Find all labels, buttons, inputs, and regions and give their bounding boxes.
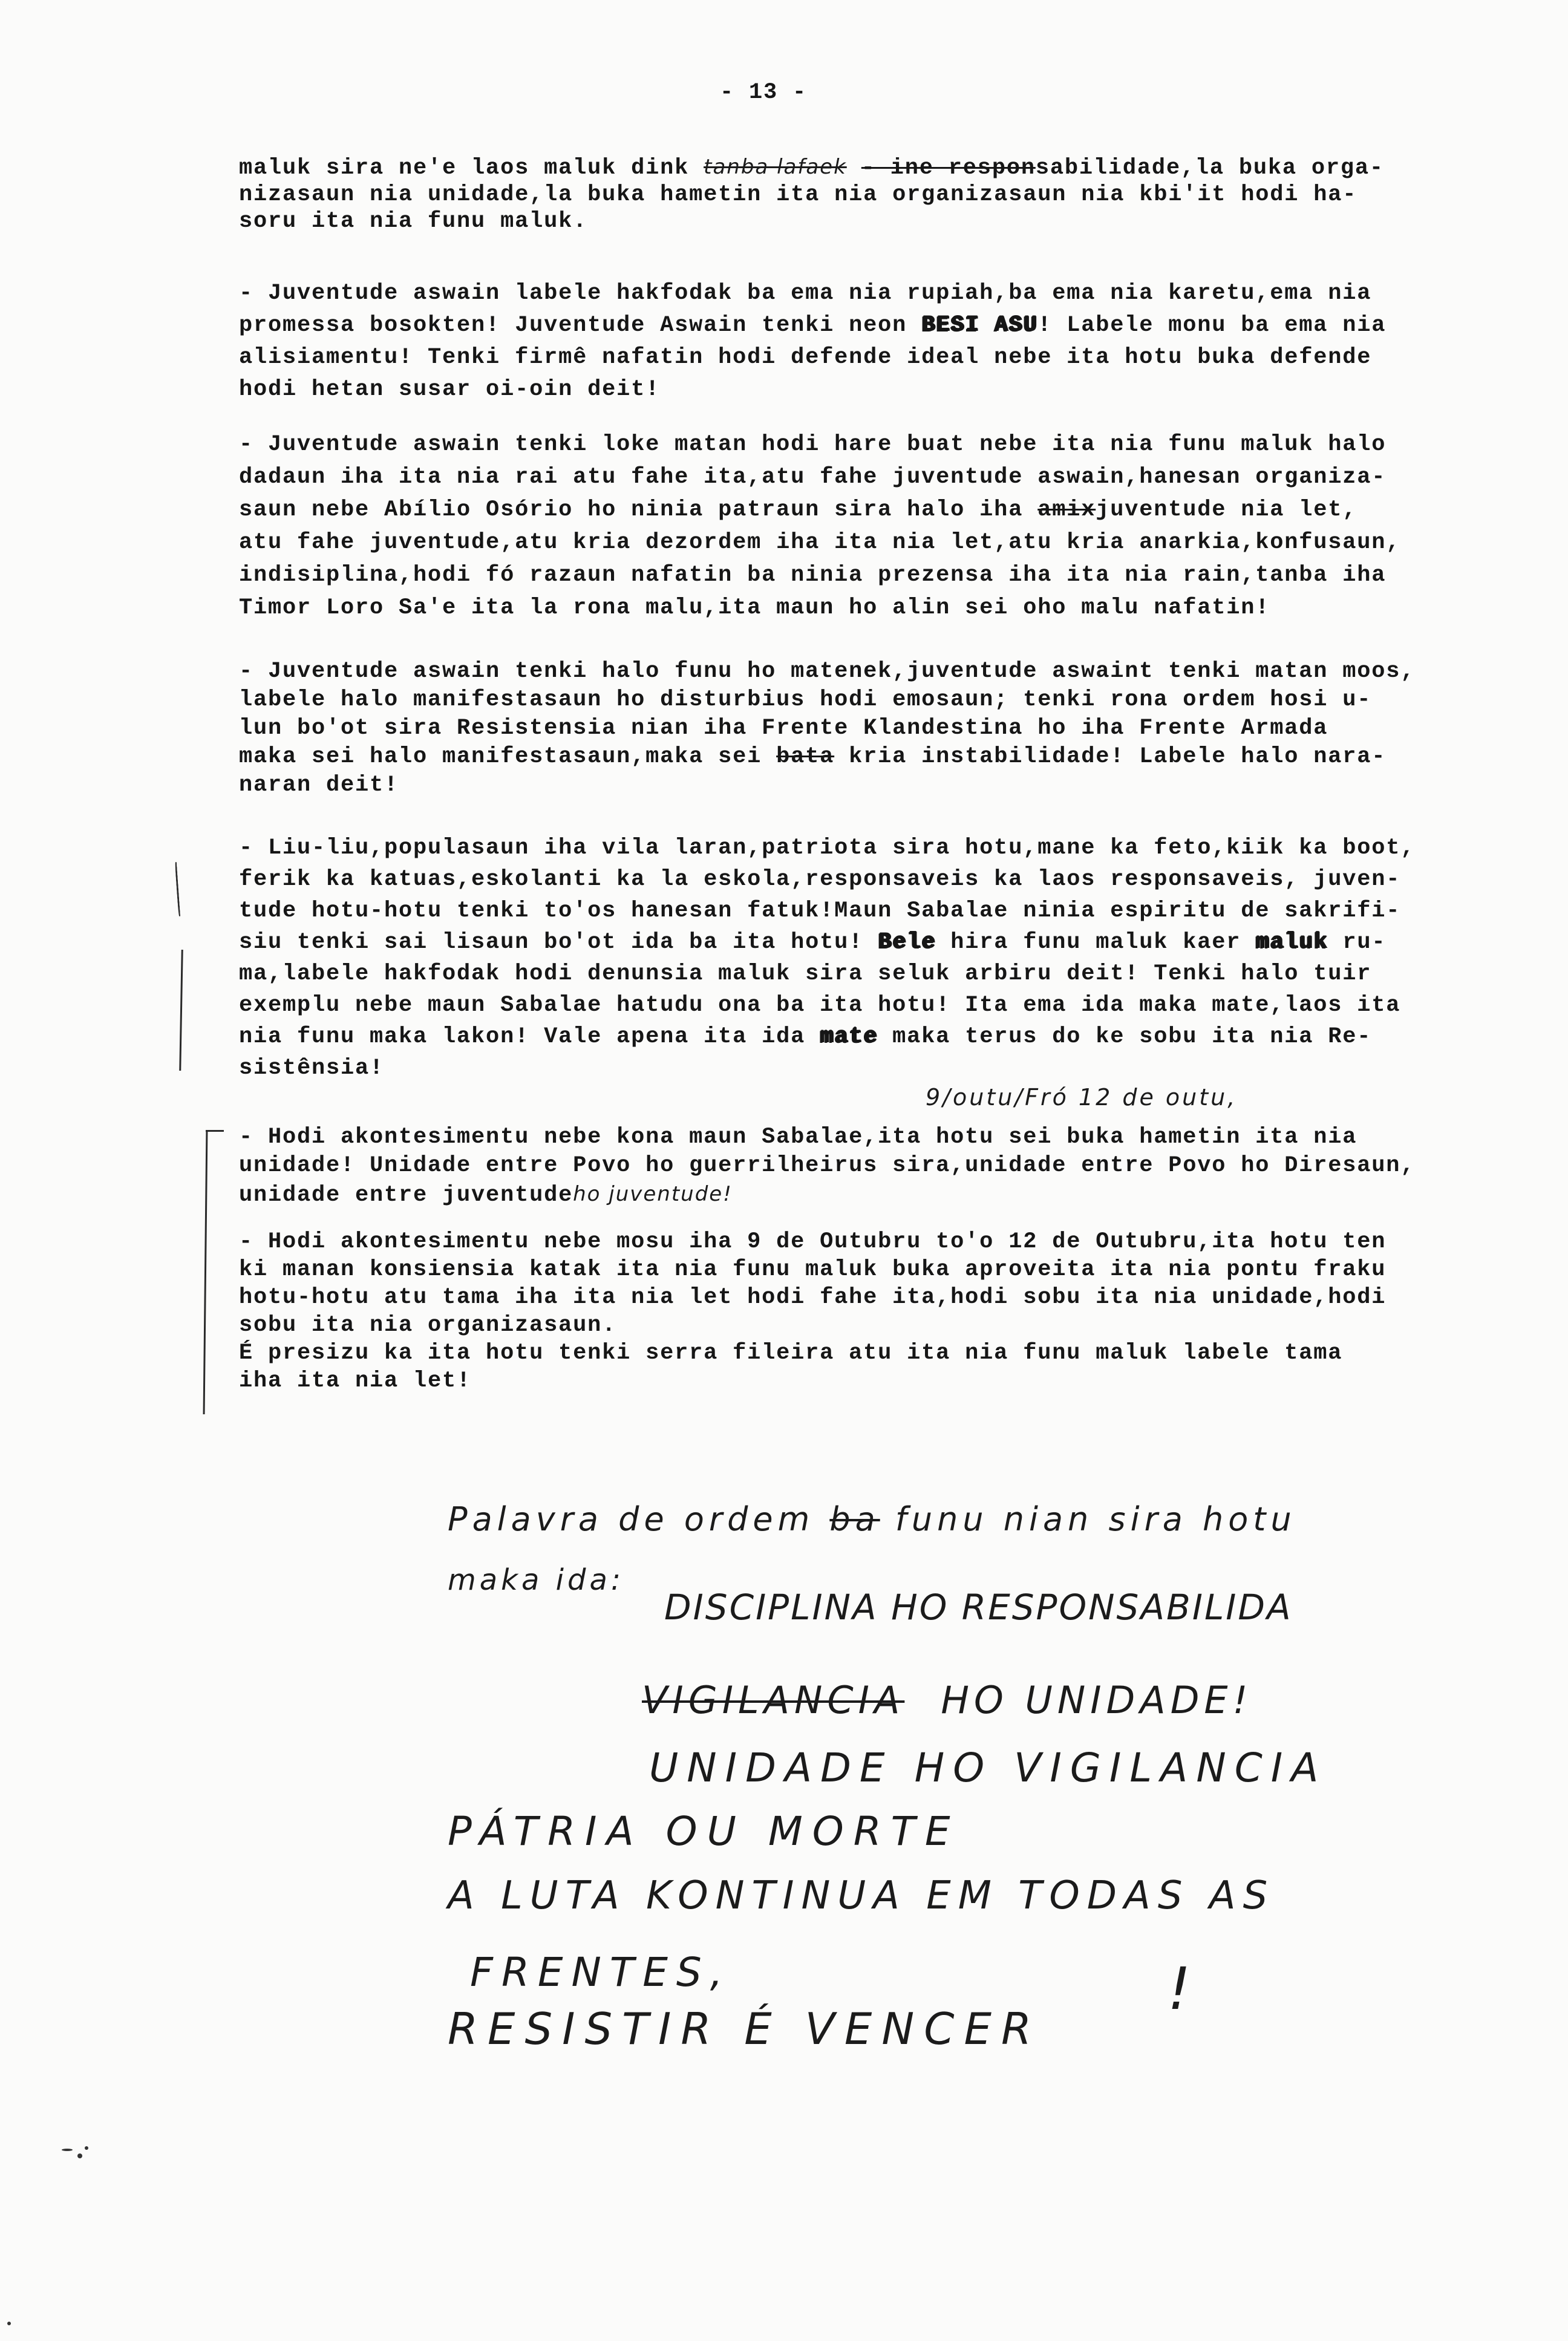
margin-bracket-tick [206,1130,224,1132]
text-line [239,927,1415,958]
slogan-struck-word: VIGILANCIA [642,1678,905,1722]
strike-text: - ine respon [861,155,1036,181]
text-line [239,864,1415,895]
text-line [239,771,1415,800]
paragraph [239,1123,1415,1210]
text-line [239,1256,1386,1284]
scan-speck [77,2153,82,2158]
text-line [239,1180,1415,1210]
text-line [239,1021,1415,1053]
text-line [239,310,1386,342]
slogan-line [642,1678,1253,1722]
slogan-line: RESISTIR É VENCER [448,2003,1042,2054]
typed-text: ! Labele monu ba ema nia [1037,313,1387,338]
typed-text: É presizu ka ita hotu tenki serra fileira atu ita nia funu maluk labele tama [239,1340,1343,1366]
typed-text: Timor Loro Sa'e ita la rona malu,ita maun ho alin sei oho malu nafatin! [239,595,1270,621]
paragraph [239,832,1415,1084]
typed-text: siu tenki sai lisaun bo'ot ida ba ita hotu! [239,930,878,955]
typed-text: unidade! Unidade entre Povo ho guerrilheirus sira,unidade entre Povo ho Diresaun, [239,1153,1416,1178]
paragraph [239,428,1400,624]
text-line [239,181,1384,208]
slogan-exclamation: ! [1168,1955,1191,2023]
typed-text: labele halo manifestasaun ho disturbius hodi emosaun; tenki rona ordem hosi u- [239,687,1372,713]
typed-text: maka sei halo manifestasaun,maka sei [239,744,777,769]
typed-text: exemplu nebe maun Sabalae hatudu ona ba ita hotu! Ita ema ida maka mate,laos ita [239,993,1401,1018]
strike-text: amix [1037,497,1096,523]
typed-text: promessa bosokten! Juventude Aswain tenki neon [239,313,922,338]
typed-text: hira funu maluk kaer [936,930,1256,955]
text-line [239,832,1415,864]
paragraph [239,658,1415,800]
text-line [239,374,1386,406]
text-line [239,592,1400,624]
text-line [239,714,1415,743]
paragraph [239,154,1384,235]
slogan-line: PÁTRIA OU MORTE [448,1808,960,1855]
scan-speck [7,2322,11,2325]
scan-speck [62,2149,73,2151]
overtype-text: maluk [1255,930,1328,955]
slogan-line: A LUTA KONTINUA EM TODAS AS [448,1873,1275,1918]
typed-text: - Hodi akontesimentu nebe kona maun Sabalae,ita hotu sei buka hametin ita nia [239,1125,1357,1150]
hand-strike-text: tanba lafaek [704,155,847,179]
typed-text: hotu-hotu atu tama iha ita nia let hodi fahe ita,hodi sobu ita nia unidade,hodi [239,1285,1387,1310]
text-line [239,743,1415,771]
margin-bracket-mark [179,950,183,1071]
text-line [239,895,1415,927]
typed-text: nizasaun nia unidade,la buka hametin ita nia organizasaun nia kbi'it hodi ha- [239,182,1357,207]
slogan-intro-struck: ba [829,1500,880,1538]
margin-bracket-mark [175,862,180,916]
text-line [239,1053,1415,1084]
text-line [239,658,1415,686]
typed-text: maluk sira ne'e laos maluk dink [239,155,704,181]
scan-speck [85,2146,88,2150]
text-line [239,342,1386,374]
text-line [239,154,1384,181]
text-line [239,461,1400,494]
slogan-intro-text: funu nian sira hotu [880,1500,1296,1538]
text-line [239,958,1415,990]
typed-text [847,155,861,181]
typed-text: juventude nia let, [1096,497,1357,523]
typed-text: tude hotu-hotu tenki to'os hanesan fatuk!Maun Sabalae ninia espiritu de sakrifi- [239,898,1401,924]
text-line [239,990,1415,1021]
page-number: - 13 - [720,80,808,105]
typed-text: dadaun iha ita nia rai atu fahe ita,atu fahe juventude aswain,hanesan organiza- [239,465,1387,490]
typed-text: - Juventude aswain tenki halo funu ho matenek,juventude aswaint tenki matan moos, [239,659,1416,684]
typed-text: indisiplina,hodi fó razaun nafatin ba ninia prezensa iha ita nia rain,tanba iha [239,563,1387,588]
slogan-intro-text: Palavra de ordem [448,1500,830,1538]
typed-text: lun bo'ot sira Resistensia nian iha Frente Klandestina ho iha Frente Armada [239,716,1328,741]
typed-text: maka terus do ke sobu ita nia Re- [878,1024,1372,1050]
overtype-text: Bele [878,930,936,955]
text-line [239,1228,1386,1256]
typed-text: - Liu-liu,populasaun iha vila laran,patriota sira hotu,mane ka feto,kiik ka boot, [239,835,1416,861]
text-line [239,1339,1386,1367]
typed-text: iha ita nia let! [239,1368,472,1394]
slogan-line-text: HO UNIDADE! [941,1678,1253,1722]
slogan-line: FRENTES, [470,1949,731,1996]
typed-text: ma,labele hakfodak hodi denunsia maluk sira seluk arbiru deit! Tenki halo tuir [239,961,1372,987]
typed-text: unidade entre juventude [239,1183,573,1208]
paragraph [239,278,1386,406]
typed-text: sobu ita nia organizasaun. [239,1313,617,1338]
typed-text: saun nebe Abílio Osório ho ninia patraun sira halo iha [239,497,1038,523]
typed-text: - Juventude aswain labele hakfodak ba ema nia rupiah,ba ema nia karetu,ema nia [239,281,1372,306]
typed-text: sabilidade,la buka orga- [1035,155,1384,181]
typed-text: kria instabilidade! Labele halo nara- [834,744,1387,769]
overtype-text: BESI ASU [921,313,1038,338]
date-annotation: 9/outu/Fró 12 de outu, [926,1084,1238,1111]
text-line [239,494,1400,526]
overtype-text: mate [820,1024,878,1050]
slogan-intro-continued: maka ida: [448,1563,625,1597]
text-line [239,278,1386,310]
text-line [239,559,1400,592]
slogan-intro [448,1500,1296,1538]
typed-text: atu fahe juventude,atu kria dezordem iha ita nia let,atu kria anarkia,konfusaun, [239,530,1401,555]
typed-text: soru ita nia funu maluk. [239,209,588,234]
strike-text: bata [776,744,835,769]
text-line [239,1311,1386,1339]
text-line [239,428,1400,461]
typed-text: - Juventude aswain tenki loke matan hodi hare buat nebe ita nia funu maluk halo [239,432,1387,457]
text-line [239,1367,1386,1395]
typed-text: ki manan konsiensia katak ita nia funu maluk buka aproveita ita nia pontu fraku [239,1257,1387,1282]
text-line [239,686,1415,714]
typed-text: ferik ka katuas,eskolanti ka la eskola,responsaveis ka laos responsaveis, juven- [239,867,1401,892]
typed-text: sistênsia! [239,1056,385,1081]
text-line [239,1123,1415,1152]
hand-text: ho juventude! [573,1182,733,1206]
typed-text: nia funu maka lakon! Vale apena ita ida [239,1024,820,1050]
typed-text: hodi hetan susar oi-oin deit! [239,377,661,402]
typed-text: - Hodi akontesimentu nebe mosu iha 9 de Outubru to'o 12 de Outubru,ita hotu ten [239,1229,1387,1255]
text-line [239,1152,1415,1180]
typed-text: alisiamentu! Tenki firmê nafatin hodi defende ideal nebe ita hotu buka defende [239,345,1372,370]
text-line [239,526,1400,559]
text-line [239,1284,1386,1311]
typed-text: naran deit! [239,772,399,798]
paragraph [239,1228,1386,1395]
text-line [239,208,1384,235]
margin-bracket-mark [203,1130,208,1414]
typed-text: ru- [1328,930,1387,955]
slogan-line: UNIDADE HO VIGILANCIA [649,1745,1327,1791]
slogan-line: DISCIPLINA HO RESPONSABILIDA [664,1587,1293,1628]
